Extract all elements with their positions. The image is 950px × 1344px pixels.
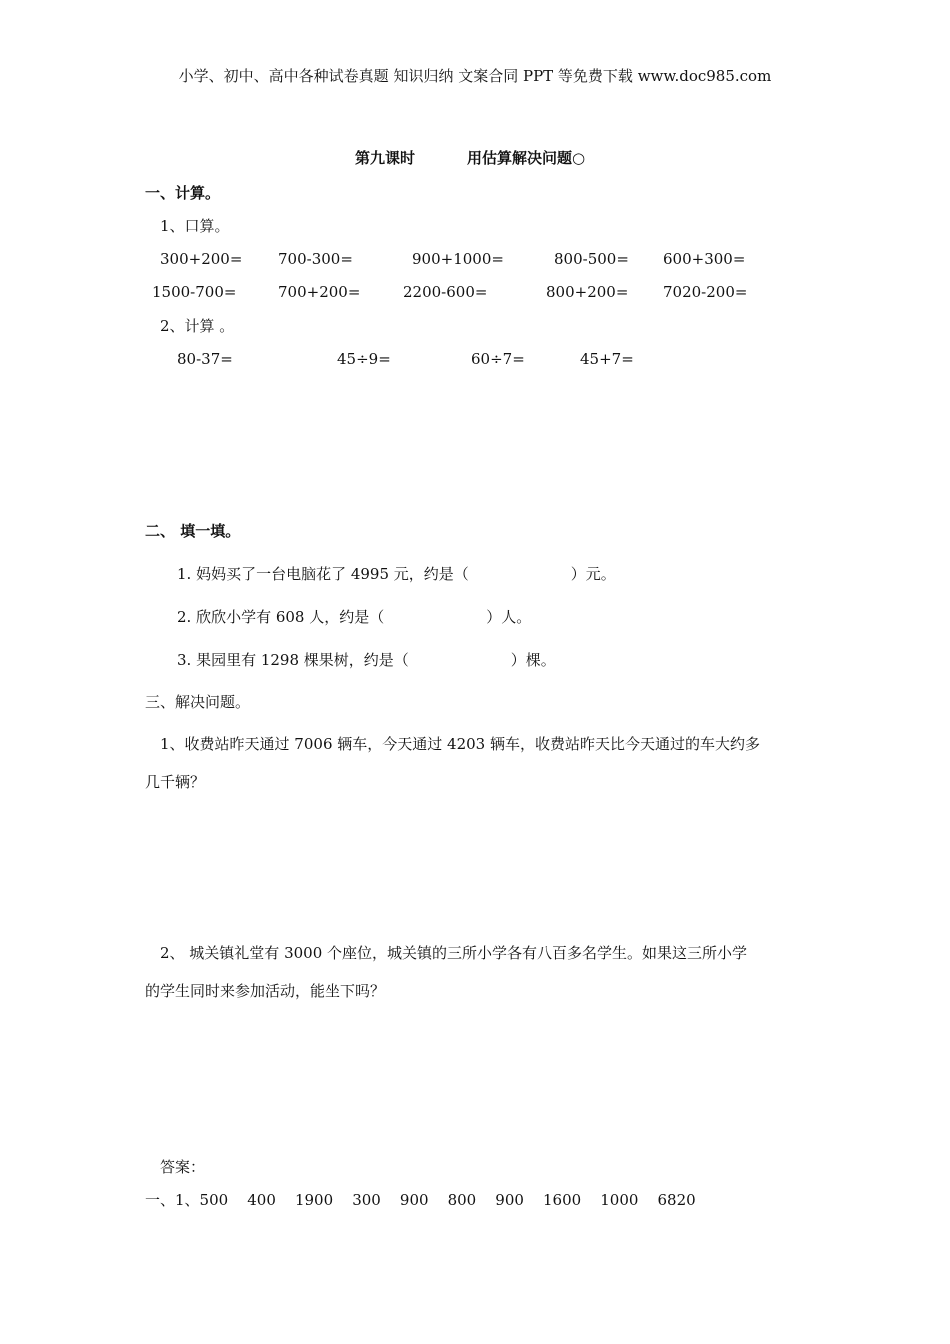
section3-heading: 三、解决问题。 (145, 693, 251, 711)
oral-calc-item: 800-500= (554, 250, 629, 268)
fill-item-text: 3. 果园里有 1298 棵果树，约是（ (177, 651, 409, 669)
fill-item (177, 607, 531, 627)
fill-item-text: 1. 妈妈买了一台电脑花了 4995 元，约是（ (177, 565, 469, 583)
fill-item-text: 2. 欣欣小学有 608 人，约是（ (177, 608, 385, 626)
section1-sub1-label: 1、口算。 (160, 217, 230, 235)
calc-item: 80-37= (177, 350, 233, 368)
fill-item-unit: ）元。 (570, 565, 616, 583)
oral-calc-item: 300+200= (160, 250, 243, 268)
fill-item-unit: ）棵。 (510, 651, 556, 669)
section2-heading: 二、 填一填。 (145, 522, 241, 540)
page-title (355, 148, 585, 168)
oral-calc-item: 700+200= (278, 283, 361, 301)
fill-item-unit: ）人。 (486, 608, 532, 626)
fill-item (177, 650, 556, 670)
calc-item: 45+7= (580, 350, 634, 368)
title-topic: 用估算解决问题○ (467, 149, 586, 167)
title-lesson: 第九课时 (355, 149, 416, 167)
oral-calc-item: 700-300= (278, 250, 353, 268)
problem1-line2: 几千辆？ (145, 773, 206, 791)
answers-label: 答案： (160, 1158, 206, 1176)
answers-line: 一、1、500 400 1900 300 900 800 900 1600 1000 6820 (145, 1191, 696, 1209)
section1-sub2-label: 2、计算 。 (160, 317, 235, 335)
oral-calc-item: 2200-600= (403, 283, 488, 301)
fill-item (177, 564, 616, 584)
oral-calc-item: 900+1000= (412, 250, 504, 268)
oral-calc-item: 1500-700= (152, 283, 237, 301)
page-header: 小学、初中、高中各种试卷真题 知识归纳 文案合同 PPT 等免费下载 www.doc985.com (178, 67, 772, 85)
calc-item: 45÷9= (337, 350, 391, 368)
problem1-line1: 1、收费站昨天通过 7006 辆车，今天通过 4203 辆车，收费站昨天比今天通过的车大约多 (160, 735, 760, 753)
problem2-line1: 2、 城关镇礼堂有 3000 个座位，城关镇的三所小学各有八百多名学生。如果这三所小学 (160, 944, 748, 962)
oral-calc-item: 7020-200= (663, 283, 748, 301)
section1-heading: 一、计算。 (145, 184, 221, 202)
oral-calc-item: 800+200= (546, 283, 629, 301)
problem2-line2: 的学生同时来参加活动，能坐下吗？ (145, 982, 386, 1000)
calc-item: 60÷7= (471, 350, 525, 368)
oral-calc-item: 600+300= (663, 250, 746, 268)
